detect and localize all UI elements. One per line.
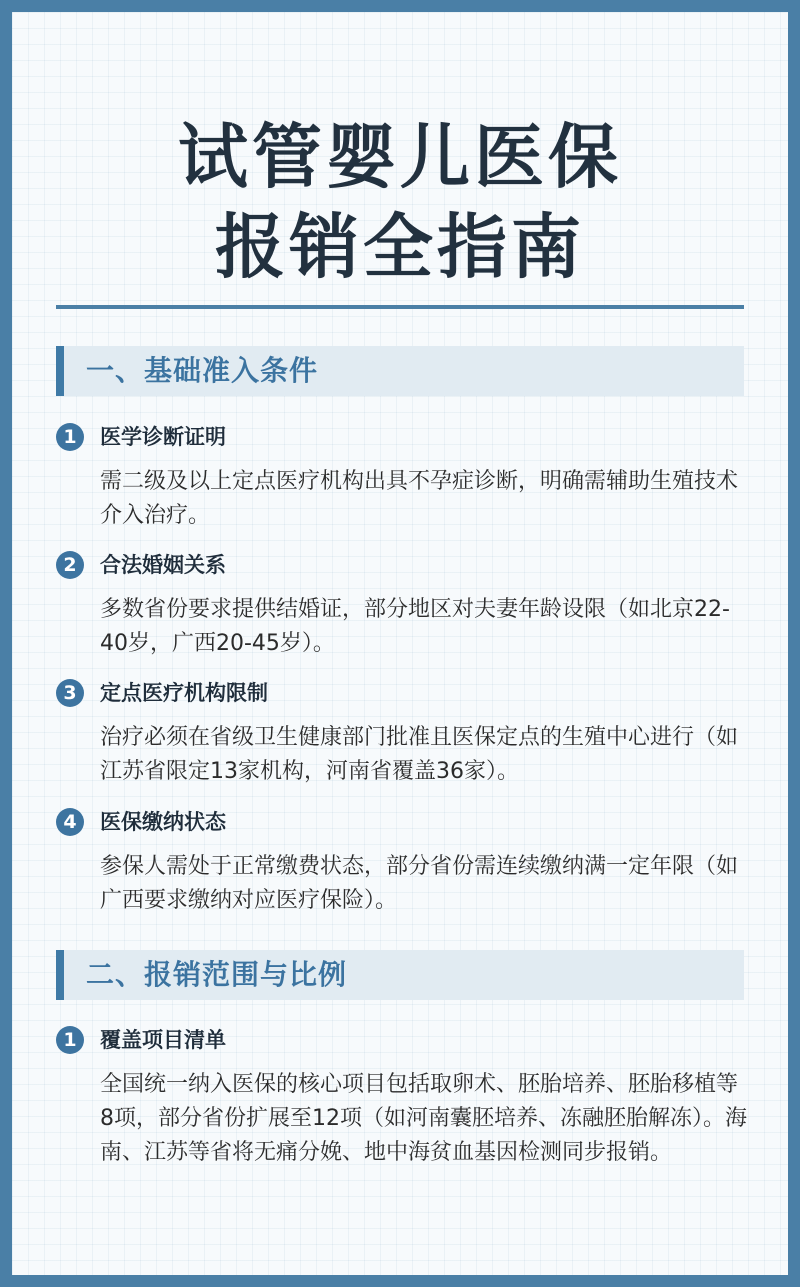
section-heading-basic-conditions xyxy=(56,346,744,396)
item-body: 参保人需处于正常缴费状态，部分省份需连续缴纳满一定年限（如广西要求缴纳对应医疗保险）。 xyxy=(100,854,739,913)
item-title: 医学诊断证明 xyxy=(100,425,226,449)
number-badge: 1 xyxy=(56,1026,84,1054)
item-body: 需二级及以上定点医疗机构出具不孕症诊断，明确需辅助生殖技术介入治疗。 xyxy=(100,469,739,528)
title-line-2: 报销全指南 xyxy=(215,206,585,288)
item-title: 医保缴纳状态 xyxy=(100,810,226,834)
section-heading-reimbursement-scope xyxy=(56,950,744,1000)
item-title: 定点医疗机构限制 xyxy=(100,681,268,705)
number-badge: 1 xyxy=(56,423,84,451)
title-divider xyxy=(56,305,744,309)
page-title xyxy=(12,112,788,292)
item-body: 治疗必须在省级卫生健康部门批准且医保定点的生殖中心进行（如江苏省限定13家机构，河南省覆盖36家）。 xyxy=(100,725,739,784)
item-title: 合法婚姻关系 xyxy=(100,553,226,577)
number-badge: 3 xyxy=(56,679,84,707)
number-badge: 2 xyxy=(56,551,84,579)
section-heading-text: 二、报销范围与比例 xyxy=(86,958,348,991)
item-title: 覆盖项目清单 xyxy=(100,1028,226,1052)
title-line-1: 试管婴儿医保 xyxy=(178,116,622,198)
infographic-card xyxy=(12,12,788,1275)
section-heading-text: 一、基础准入条件 xyxy=(86,354,319,387)
item-body: 全国统一纳入医保的核心项目包括取卵术、胚胎培养、胚胎移植等8项，部分省份扩展至12项（如河南囊胚培养、冻融胚胎解冻）。海南、江苏等省将无痛分娩、地中海贫血基因检测同步报销。 xyxy=(100,1072,747,1165)
item-body: 多数省份要求提供结婚证，部分地区对夫妻年龄设限（如北京22-40岁，广西20-45岁）。 xyxy=(100,597,730,656)
number-badge: 4 xyxy=(56,808,84,836)
